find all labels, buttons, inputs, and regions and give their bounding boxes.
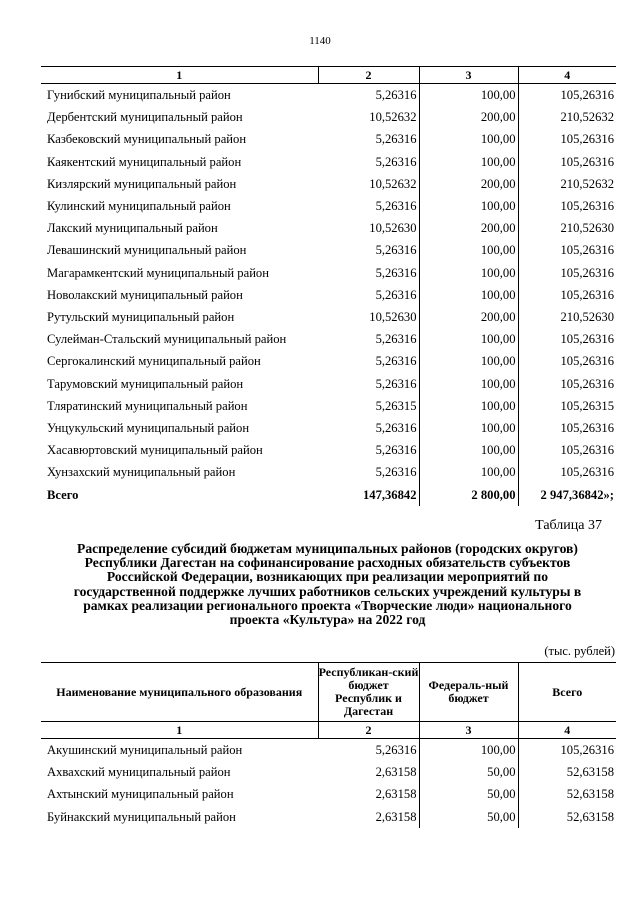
federal-budget-value: 100,00	[419, 739, 518, 762]
municipality-name: Новолакский муниципальный район	[47, 287, 243, 302]
federal-budget-value: 100,00	[419, 128, 518, 150]
table-2-body	[41, 739, 616, 828]
total-value: 105,26316	[560, 443, 614, 458]
federal-budget-value: 100,00	[419, 461, 518, 483]
federal-budget-value: 100,00	[419, 439, 518, 461]
federal-budget-value: 50,00	[419, 761, 518, 783]
republic-budget-value: 5,26316	[318, 439, 419, 461]
col-number-2: 2	[318, 722, 419, 739]
total-value: 210,52632	[560, 176, 614, 191]
total-value: 105,26316	[560, 465, 614, 480]
republic-budget-value: 5,26316	[318, 739, 419, 762]
table-row	[41, 84, 616, 107]
federal-budget-value: 200,00	[419, 106, 518, 128]
federal-budget-value: 200,00	[419, 306, 518, 328]
municipality-name: Левашинский муниципальный район	[47, 243, 247, 258]
table-1	[41, 66, 616, 506]
municipality-name: Хунзахский муниципальный район	[47, 465, 236, 480]
republic-budget-value: 5,26316	[318, 417, 419, 439]
table-row	[41, 262, 616, 284]
municipality-name: Магарамкентский муниципальный район	[47, 265, 269, 280]
municipality-name: Дербентский муниципальный район	[47, 110, 243, 125]
table-row	[41, 417, 616, 439]
total-republic: 147,36842	[318, 484, 419, 506]
republic-budget-value: 10,52630	[318, 217, 419, 239]
republic-budget-value: 5,26316	[318, 373, 419, 395]
table-row	[41, 761, 616, 783]
federal-budget-value: 100,00	[419, 262, 518, 284]
table-row	[41, 106, 616, 128]
municipality-name: Унцукульский муниципальный район	[47, 421, 250, 436]
table-row	[41, 439, 616, 461]
municipality-name: Тарумовский муниципальный район	[47, 376, 244, 391]
units-label: (тыс. рублей)	[544, 644, 615, 658]
table-label: Таблица 37	[535, 518, 602, 533]
municipality-name: Рутульский муниципальный район	[47, 310, 235, 325]
municipality-name: Ахвахский муниципальный район	[47, 765, 231, 780]
total-value: 52,63158	[566, 787, 614, 802]
municipality-name: Буйнакский муниципальный район	[47, 809, 236, 824]
table-2-header	[41, 663, 616, 722]
federal-budget-value: 200,00	[419, 173, 518, 195]
total-value: 52,63158	[566, 809, 614, 824]
table-row	[41, 783, 616, 805]
federal-budget-value: 100,00	[419, 84, 518, 107]
table-2	[41, 662, 616, 828]
federal-budget-value: 100,00	[419, 195, 518, 217]
header-federal: Федераль-ный бюджет	[419, 663, 518, 722]
table-row	[41, 395, 616, 417]
table-row	[41, 128, 616, 150]
municipality-name: Акушинский муниципальный район	[47, 743, 243, 757]
total-value: 105,26316	[560, 265, 614, 280]
municipality-name: Сулейман-Стальский муниципальный район	[47, 332, 287, 347]
header-name: Наименование муниципального образования	[41, 663, 318, 722]
republic-budget-value: 5,26316	[318, 350, 419, 372]
total-value: 210,52632	[560, 110, 614, 125]
republic-budget-value: 5,26316	[318, 128, 419, 150]
municipality-name: Каякентский муниципальный район	[47, 154, 242, 169]
header-republic: Республикан-ский бюджет Республик и Дагестан	[318, 663, 419, 722]
municipality-name: Сергокалинский муниципальный район	[47, 354, 261, 369]
table-row	[41, 806, 616, 828]
total-value: 105,26316	[560, 354, 614, 369]
republic-budget-value: 5,26316	[318, 84, 419, 107]
municipality-name: Хасавюртовский муниципальный район	[47, 443, 263, 458]
federal-budget-value: 50,00	[419, 806, 518, 828]
republic-budget-value: 2,63158	[318, 761, 419, 783]
total-value: 105,26316	[560, 376, 614, 391]
municipality-name: Казбековский муниципальный район	[47, 132, 247, 147]
table-row	[41, 461, 616, 483]
total-value: 105,26316	[560, 88, 614, 102]
municipality-name: Кулинский муниципальный район	[47, 199, 231, 214]
total-value: 105,26316	[560, 154, 614, 169]
federal-budget-value: 100,00	[419, 328, 518, 350]
col-number-3: 3	[419, 722, 518, 739]
table-1-column-numbers	[41, 67, 616, 84]
total-value: 210,52630	[560, 310, 614, 325]
total-value: 52,63158	[566, 765, 614, 780]
republic-budget-value: 5,26316	[318, 461, 419, 483]
table-row	[41, 173, 616, 195]
federal-budget-value: 100,00	[419, 151, 518, 173]
table-row	[41, 195, 616, 217]
header-total: Всего	[518, 663, 616, 722]
total-value: 105,26316	[560, 287, 614, 302]
federal-budget-value: 50,00	[419, 783, 518, 805]
federal-budget-value: 100,00	[419, 350, 518, 372]
total-value: 210,52630	[560, 221, 614, 236]
federal-budget-value: 100,00	[419, 239, 518, 261]
republic-budget-value: 5,26316	[318, 262, 419, 284]
federal-budget-value: 100,00	[419, 395, 518, 417]
total-value: 105,26315	[560, 398, 614, 413]
table-row	[41, 284, 616, 306]
municipality-name: Ахтынский муниципальный район	[47, 787, 234, 802]
col-number-1: 1	[41, 67, 318, 84]
total-value: 105,26316	[560, 199, 614, 214]
total-federal: 2 800,00	[419, 484, 518, 506]
table-row	[41, 739, 616, 762]
municipality-name: Лакский муниципальный район	[47, 221, 218, 236]
federal-budget-value: 200,00	[419, 217, 518, 239]
table-row	[41, 328, 616, 350]
table-row	[41, 217, 616, 239]
total-all: 2 947,36842»;	[540, 487, 614, 502]
total-value: 105,26316	[560, 243, 614, 258]
municipality-name: Кизлярский муниципальный район	[47, 176, 237, 191]
table-row	[41, 373, 616, 395]
republic-budget-value: 5,26316	[318, 284, 419, 306]
col-number-4: 4	[518, 722, 616, 739]
federal-budget-value: 100,00	[419, 284, 518, 306]
republic-budget-value: 5,26315	[318, 395, 419, 417]
republic-budget-value: 5,26316	[318, 328, 419, 350]
republic-budget-value: 10,52632	[318, 106, 419, 128]
municipality-name: Тляратинский муниципальный район	[47, 398, 248, 413]
federal-budget-value: 100,00	[419, 373, 518, 395]
col-number-1: 1	[41, 722, 318, 739]
table-title: Распределение субсидий бюджетам муниципальных районов (городских округов) Республики Дагестан на софинансирование расходных обязательств субъектов Российской Федерации, возникающих при реализации мероприятий по государственной поддержке лучших работников сельских учреждений культуры в рамках реализации регионального проекта «Творческие люди» национального проекта «Культура» на 2022 год	[73, 541, 582, 628]
col-number-4: 4	[518, 67, 616, 84]
table-1-total-row	[41, 484, 616, 506]
table-row	[41, 239, 616, 261]
federal-budget-value: 100,00	[419, 417, 518, 439]
table-1-body	[41, 84, 616, 484]
table-row	[41, 151, 616, 173]
page-number: 1140	[309, 35, 331, 47]
republic-budget-value: 2,63158	[318, 806, 419, 828]
republic-budget-value: 5,26316	[318, 151, 419, 173]
total-value: 105,26316	[560, 743, 614, 757]
col-number-3: 3	[419, 67, 518, 84]
republic-budget-value: 10,52630	[318, 306, 419, 328]
republic-budget-value: 5,26316	[318, 195, 419, 217]
total-value: 105,26316	[560, 132, 614, 147]
table-2-column-numbers	[41, 722, 616, 739]
table-row	[41, 350, 616, 372]
total-value: 105,26316	[560, 332, 614, 347]
municipality-name: Гунибский муниципальный район	[47, 88, 231, 102]
table-row	[41, 306, 616, 328]
col-number-2: 2	[318, 67, 419, 84]
republic-budget-value: 5,26316	[318, 239, 419, 261]
total-value: 105,26316	[560, 421, 614, 436]
total-label: Всего	[47, 487, 79, 502]
republic-budget-value: 10,52632	[318, 173, 419, 195]
republic-budget-value: 2,63158	[318, 783, 419, 805]
